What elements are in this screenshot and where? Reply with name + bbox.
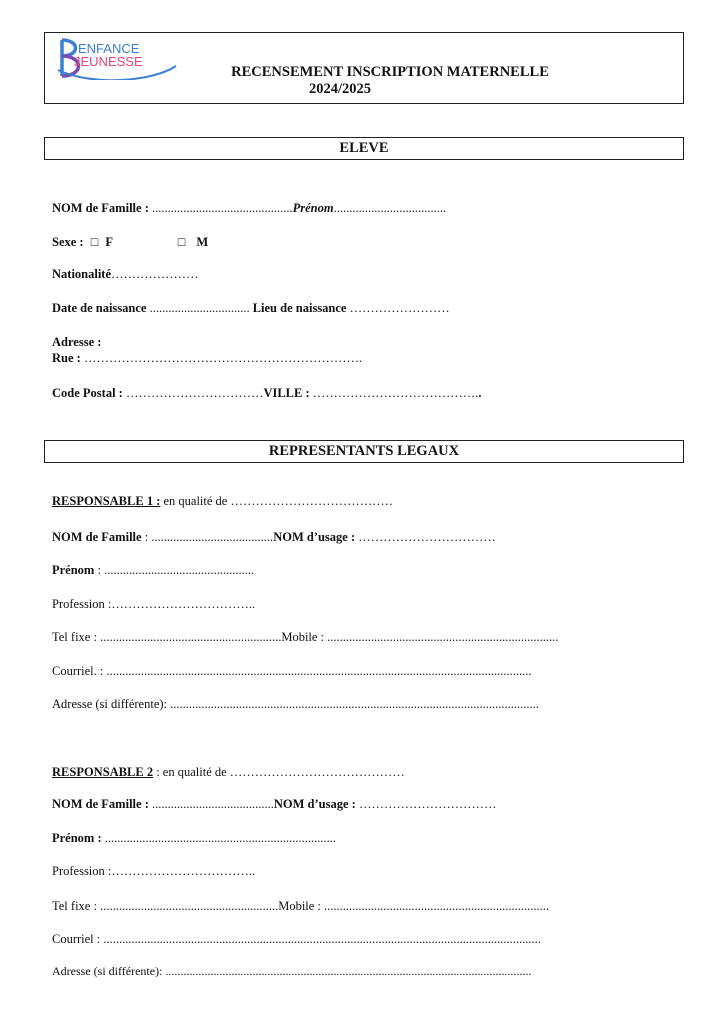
eleve-cp-field[interactable]: …………………………… bbox=[122, 386, 264, 400]
logo-icon bbox=[52, 36, 182, 80]
eleve-lieu-field[interactable]: …………………… bbox=[346, 301, 450, 315]
r2-nom-field[interactable]: ....................................... bbox=[148, 797, 274, 811]
eleve-rue-row bbox=[52, 351, 362, 366]
sexe-m-checkbox[interactable]: □ bbox=[177, 235, 186, 249]
eleve-prenom-label: Prénom bbox=[292, 201, 334, 215]
r1-profession-row[interactable]: Profession :…………………………….. bbox=[52, 597, 256, 611]
eleve-nom-row bbox=[52, 201, 446, 216]
eleve-naissance-label: Date de naissance bbox=[52, 301, 147, 315]
eleve-sexe-label: Sexe : bbox=[52, 235, 84, 249]
r2-mobile-field[interactable]: ........................................................................ bbox=[320, 899, 550, 913]
r2-qualite-field[interactable]: …………………………………… bbox=[229, 765, 405, 779]
r1-nom-field[interactable]: : ....................................... bbox=[141, 530, 274, 544]
r1-mobile-field[interactable]: Mobile : .......................................................................... bbox=[281, 630, 559, 644]
r1-tel-row bbox=[52, 630, 558, 645]
eleve-rue-field[interactable]: …………………………………………………………. bbox=[80, 351, 363, 365]
eleve-rue-label: Rue : bbox=[52, 351, 81, 365]
representants-section-title: REPRESENTANTS LEGAUX bbox=[268, 443, 460, 459]
r1-usage-label: NOM d’usage : bbox=[273, 530, 356, 544]
eleve-nom-field[interactable]: ............................................. bbox=[148, 201, 293, 215]
eleve-nationalite-label: Nationalité bbox=[52, 267, 112, 281]
sexe-f-checkbox[interactable]: □ bbox=[90, 235, 99, 249]
logo-text-enfance: ENFANCE bbox=[78, 41, 140, 56]
eleve-naissance-row bbox=[52, 301, 450, 316]
r1-prenom-label: Prénom bbox=[52, 563, 95, 577]
eleve-cp-label: Code Postal : bbox=[52, 386, 123, 400]
r1-qualite-label: en qualité de bbox=[160, 494, 231, 508]
r2-usage-field[interactable]: …………………………… bbox=[355, 797, 497, 811]
eleve-prenom-field[interactable]: .................................... bbox=[333, 201, 447, 215]
eleve-cp-row bbox=[52, 386, 482, 401]
eleve-adresse-label: Adresse : bbox=[52, 335, 102, 349]
r2-prenom-field[interactable]: .......................................................................... bbox=[101, 831, 337, 845]
r1-usage-field[interactable]: …………………………… bbox=[355, 530, 496, 544]
eleve-naissance-field[interactable]: ................................ bbox=[146, 301, 250, 315]
r1-prenom-row bbox=[52, 563, 254, 578]
r2-tel-field[interactable]: Tel fixe : ......................................................... bbox=[52, 899, 279, 913]
eleve-ville-label: VILLE : bbox=[263, 386, 310, 400]
r2-nom-label: NOM de Famille : bbox=[52, 797, 149, 811]
r1-title: RESPONSABLE 1 : bbox=[52, 494, 161, 508]
eleve-sexe-row bbox=[52, 235, 208, 250]
r1-prenom-field[interactable]: : ................................................ bbox=[94, 563, 255, 577]
r2-title: RESPONSABLE 2 bbox=[52, 765, 154, 779]
eleve-ville-end: . bbox=[478, 386, 482, 400]
r2-title-row bbox=[52, 765, 405, 780]
r2-nom-row bbox=[52, 797, 496, 812]
school-year: 2024/2025 bbox=[308, 81, 372, 97]
eleve-lieu-label: Lieu de naissance bbox=[252, 301, 347, 315]
eleve-nom-label: NOM de Famille : bbox=[52, 201, 149, 215]
eleve-ville-field[interactable]: …………………………………. bbox=[309, 386, 479, 400]
enfance-jeunesse-logo bbox=[52, 36, 182, 80]
eleve-nationalite-field[interactable]: ………………… bbox=[111, 267, 199, 281]
sexe-m-label: M bbox=[196, 235, 209, 249]
document-title: RECENSEMENT INSCRIPTION MATERNELLE bbox=[231, 64, 549, 80]
eleve-section-header bbox=[44, 137, 684, 160]
r2-prenom-label: Prénom : bbox=[52, 831, 102, 845]
r2-profession-row[interactable]: Profession :…………………………….. bbox=[52, 864, 256, 878]
r2-courriel-row[interactable]: Courriel : ............................................................................................................................................ bbox=[52, 932, 541, 946]
r1-title-row bbox=[52, 494, 393, 509]
r1-qualite-field[interactable]: ………………………………… bbox=[230, 494, 393, 508]
logo-text-jeunesse: JEUNESSE bbox=[74, 54, 143, 69]
r1-nom-label: NOM de Famille bbox=[52, 530, 142, 544]
r1-adresse-row[interactable]: Adresse (si différente): ...................................................................................................................... bbox=[52, 697, 539, 711]
eleve-section-title: ELEVE bbox=[339, 140, 389, 156]
r2-mobile-label: Mobile : bbox=[278, 899, 321, 913]
r1-tel-field[interactable]: Tel fixe : .......................................................... bbox=[52, 630, 282, 644]
eleve-nationalite-row bbox=[52, 267, 199, 282]
r2-adresse-row[interactable]: Adresse (si différente): .......................................................................................................................... bbox=[52, 964, 532, 978]
representants-section-header bbox=[44, 440, 684, 463]
sexe-f-label: F bbox=[105, 235, 113, 249]
r2-usage-label: NOM d’usage : bbox=[273, 797, 356, 811]
r1-courriel-row[interactable]: Courriel. : ........................................................................................................................................ bbox=[52, 664, 532, 678]
r2-tel-row bbox=[52, 899, 549, 914]
r2-qualite-label: : en qualité de bbox=[153, 765, 230, 779]
r2-prenom-row bbox=[52, 831, 336, 846]
r1-nom-row bbox=[52, 530, 496, 545]
